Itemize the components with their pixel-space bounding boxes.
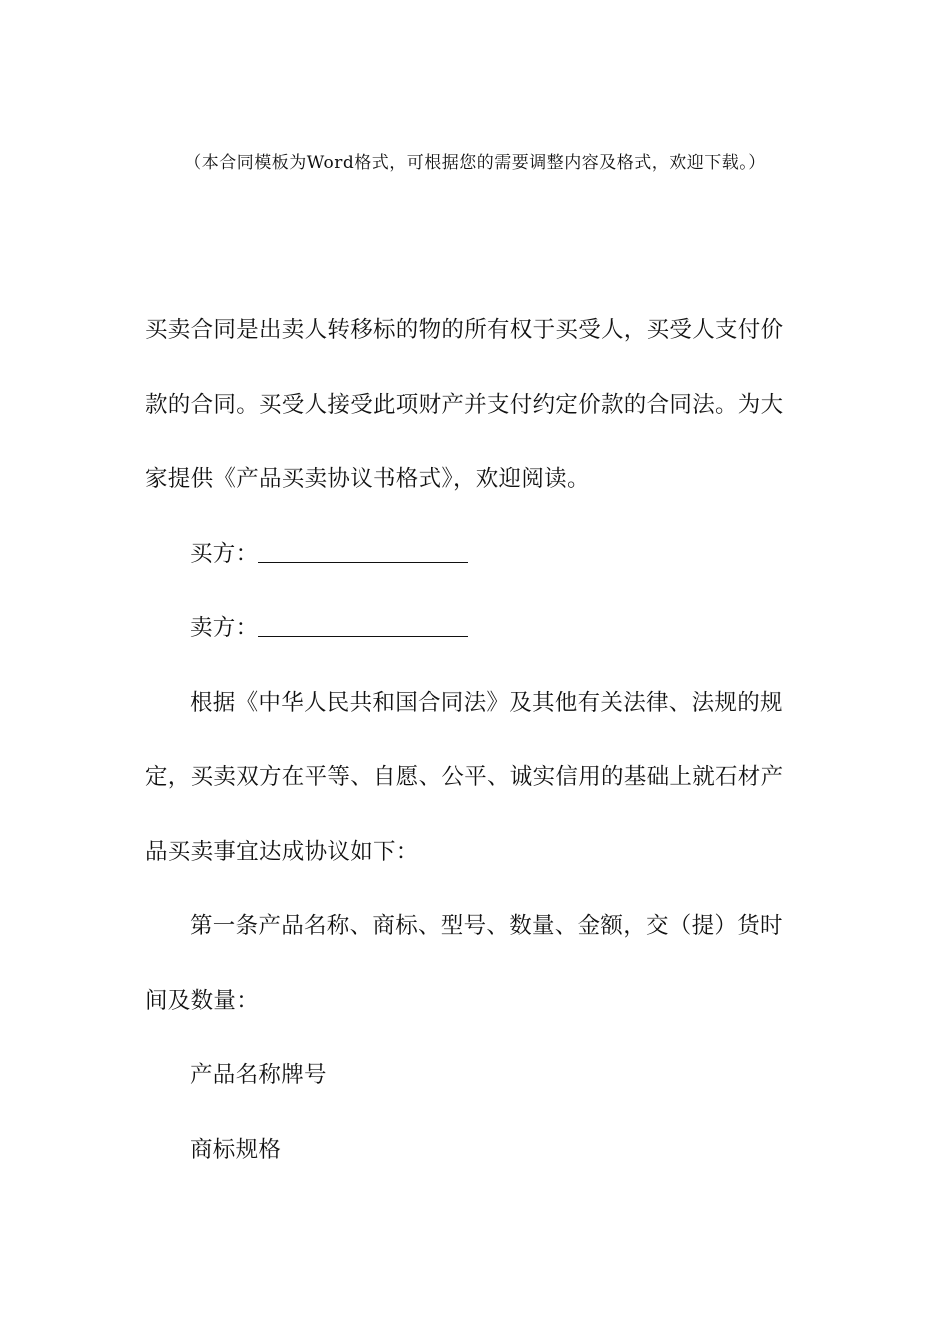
seller-blank xyxy=(258,616,468,637)
product-name-item: 产品名称牌号 xyxy=(190,1062,327,1088)
template-note: （本合同模板为Word格式，可根据您的需要调整内容及格式，欢迎下载。） xyxy=(184,153,766,173)
seller-label: 卖方： xyxy=(190,615,259,641)
article-1: 第一条产品名称、商标、型号、数量、金额，交（提）货时间及数量： xyxy=(145,913,783,1014)
buyer-line xyxy=(145,517,805,592)
seller-line xyxy=(145,591,805,666)
document-body xyxy=(145,293,805,1187)
basis-paragraph: 根据《中华人民共和国合同法》及其他有关法律、法规的规定，买卖双方在平等、自愿、公平、诚实信用的基础上就石材产品买卖事宜达成协议如下： xyxy=(145,689,784,865)
trademark-spec-item: 商标规格 xyxy=(190,1136,282,1163)
buyer-blank xyxy=(258,542,468,563)
buyer-label: 买方： xyxy=(190,540,259,567)
intro-paragraph: 买卖合同是出卖人转移标的物的所有权于买受人，买受人支付价款的合同。买受人接受此项财产并支付约定价款的合同法。为大家提供《产品买卖协议书格式》，欢迎阅读。 xyxy=(145,317,784,492)
